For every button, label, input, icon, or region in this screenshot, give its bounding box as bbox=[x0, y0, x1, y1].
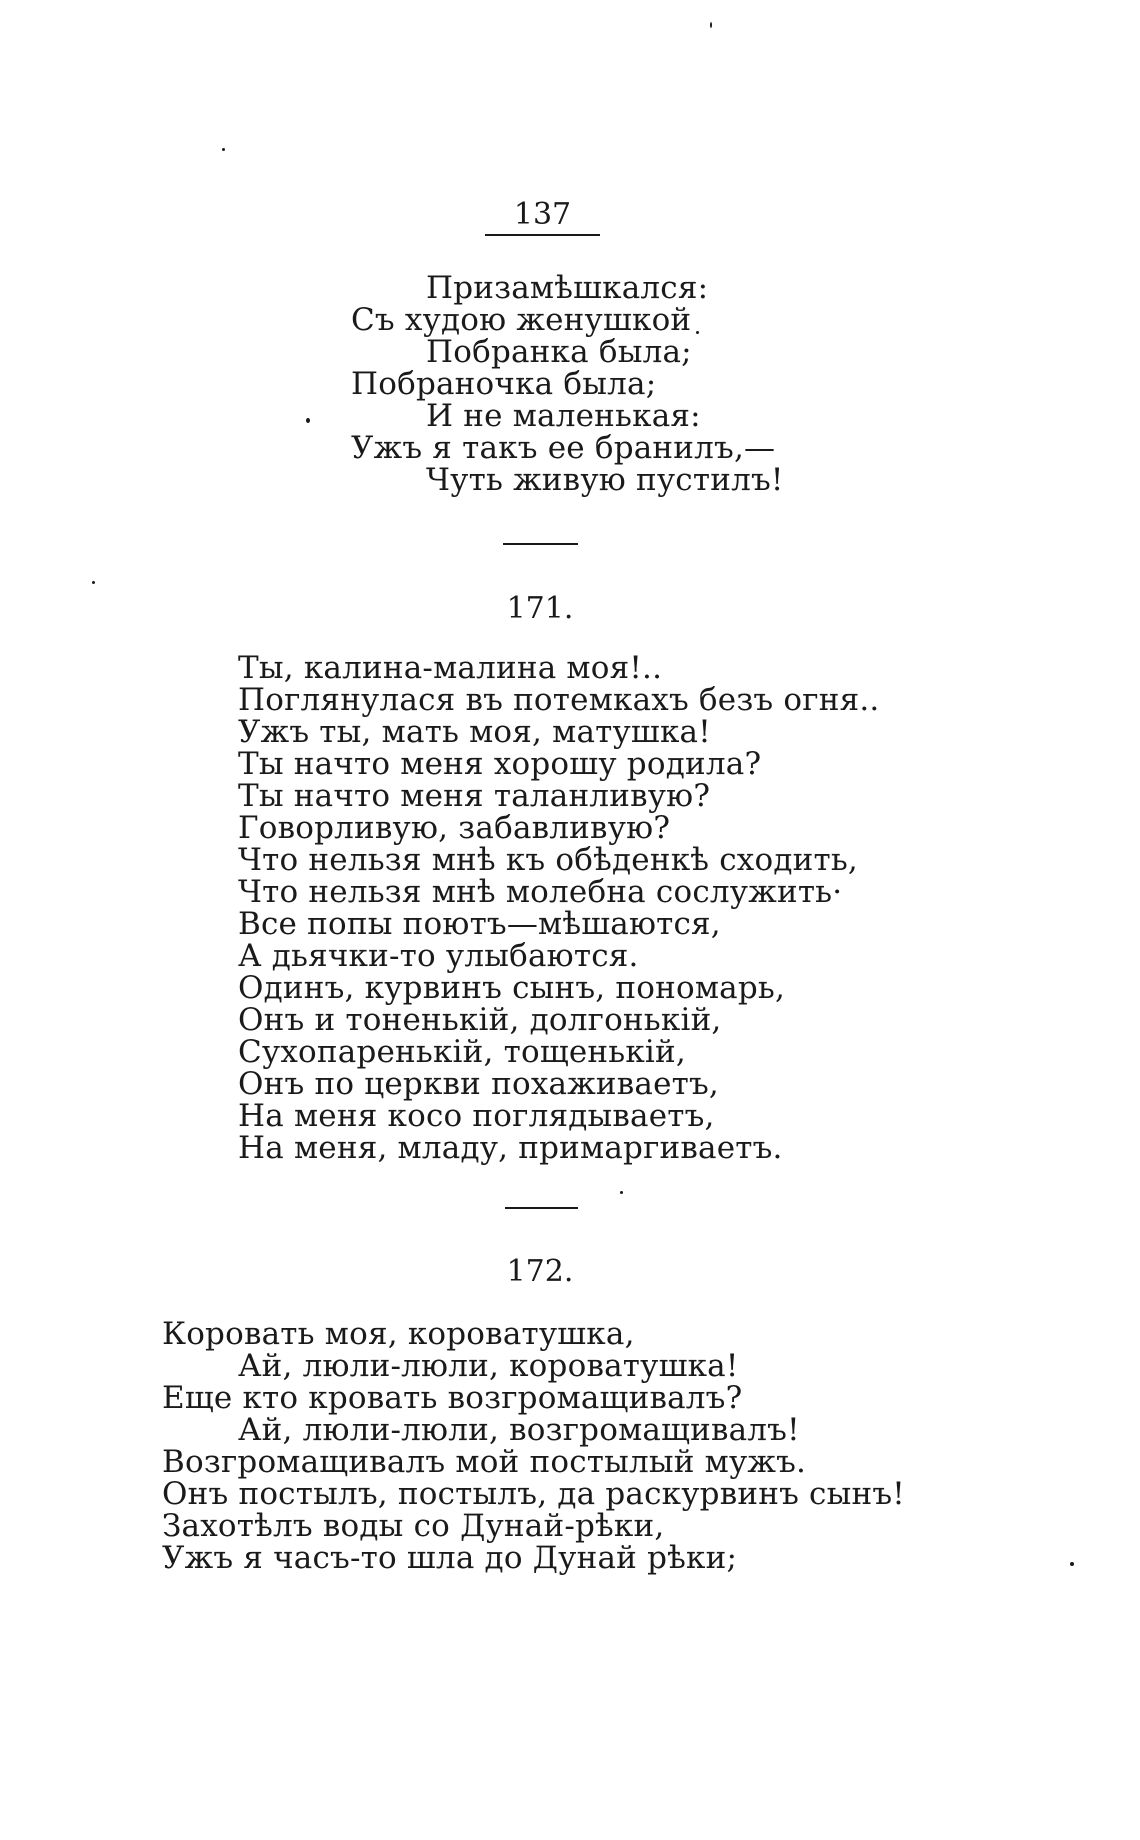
verse-line: На меня косо поглядываетъ, bbox=[238, 1098, 715, 1134]
page-number-rule bbox=[485, 234, 600, 236]
scan-speck bbox=[306, 418, 310, 423]
verse-line: На меня, младу, примаргиваетъ. bbox=[238, 1130, 783, 1166]
verse-line: И не маленькая: bbox=[426, 398, 701, 434]
verse-line: Возгромащивалъ мой постылый мужъ. bbox=[162, 1444, 807, 1480]
verse-line: Ты, калина-малина моя!.. bbox=[238, 650, 663, 686]
verse-line: Ай, люли-люли, короватушка! bbox=[238, 1348, 739, 1384]
verse-line: Ужъ ты, мать моя, матушка! bbox=[238, 714, 711, 750]
section-divider bbox=[503, 543, 578, 545]
verse-line: Ужъ я такъ ее бранилъ,— bbox=[351, 430, 776, 466]
verse-line: Онъ по церкви похаживаетъ, bbox=[238, 1066, 719, 1102]
verse-line: Захотѣлъ воды со Дунай-рѣки, bbox=[162, 1508, 665, 1544]
poem-number-172: 172. bbox=[506, 1254, 574, 1289]
verse-line: Ты начто меня таланливую? bbox=[238, 778, 711, 814]
verse-line: Что нельзя мнѣ молебна сослужить· bbox=[238, 874, 843, 910]
verse-line: Одинъ, курвинъ сынъ, пономарь, bbox=[238, 970, 786, 1006]
poem-number-171: 171. bbox=[506, 591, 574, 626]
verse-line: Сухопаренькій, тощенькій, bbox=[238, 1034, 686, 1070]
verse-line: Чуть живую пустилъ! bbox=[426, 462, 784, 498]
scan-speck bbox=[222, 148, 225, 151]
verse-line: Ужъ я часъ-то шла до Дунай рѣки; bbox=[162, 1540, 738, 1576]
scan-speck bbox=[696, 331, 699, 334]
section-divider bbox=[505, 1207, 578, 1209]
verse-line: Онъ постылъ, постылъ, да раскурвинъ сынъ! bbox=[162, 1476, 905, 1512]
scan-speck bbox=[92, 581, 95, 584]
verse-line: Побранка была; bbox=[426, 334, 692, 370]
verse-line: Еще кто кровать возгромащивалъ? bbox=[162, 1380, 743, 1416]
verse-line: Онъ и тоненькій, долгонькій, bbox=[238, 1002, 722, 1038]
scan-speck bbox=[1070, 1562, 1074, 1566]
verse-line: Ай, люли-люли, возгромащивалъ! bbox=[238, 1412, 800, 1448]
verse-line: Говорливую, забавливую? bbox=[238, 810, 671, 846]
scan-speck bbox=[620, 1191, 623, 1194]
verse-line: Коровать моя, короватушка, bbox=[162, 1316, 635, 1352]
verse-line: Все попы поютъ—мѣшаются, bbox=[238, 906, 721, 942]
verse-line: Поглянулася въ потемкахъ безъ огня.. bbox=[238, 682, 880, 718]
verse-line: Съ худою женушкой bbox=[351, 302, 692, 338]
scan-speck bbox=[710, 22, 712, 28]
page-number: 137 bbox=[513, 197, 572, 232]
verse-line: Что нельзя мнѣ къ обѣденкѣ сходить, bbox=[238, 842, 858, 878]
verse-line: А дьячки-то улыбаются. bbox=[238, 938, 639, 974]
verse-line: Побраночка была; bbox=[351, 366, 657, 402]
verse-line: Ты начто меня хорошу родила? bbox=[238, 746, 762, 782]
verse-line: Призамѣшкался: bbox=[426, 270, 709, 306]
